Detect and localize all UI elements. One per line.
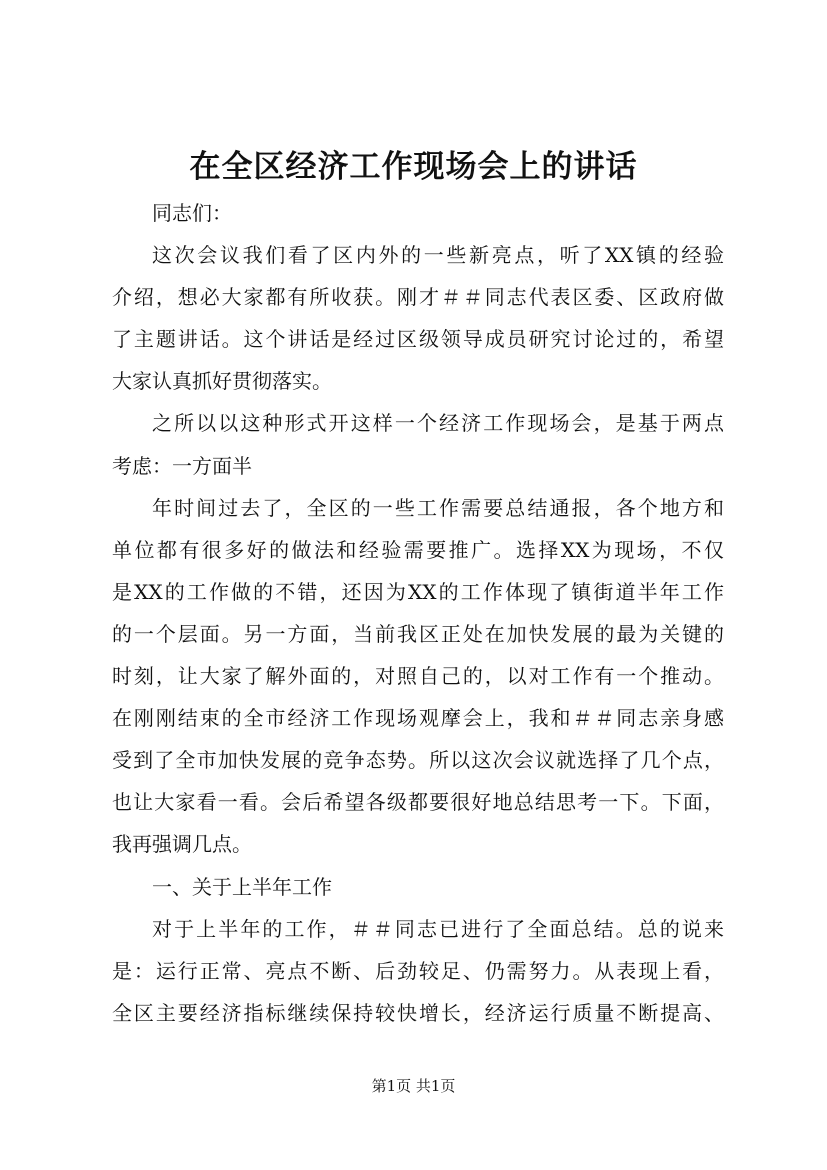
text-line: 受到了全市加快发展的竞争态势。所以这次会议就选择了几个点，	[112, 748, 724, 773]
text-line: 时刻，让大家了解外面的，对照自己的，以对工作有一个推动。	[112, 664, 724, 689]
text-line: 单位都有很多好的做法和经验需要推广。选择XX为现场，不仅	[112, 537, 724, 562]
text-line: 这次会议我们看了区内外的一些新亮点，听了XX镇的经验	[152, 243, 724, 268]
text-line: 也让大家看一看。会后希望各级都要很好地总结思考一下。下面，	[112, 790, 724, 815]
text-line: 了主题讲话。这个讲话是经过区级领导成员研究讨论过的，希望	[112, 327, 724, 352]
text-line: 同志们：	[152, 201, 232, 225]
text-line: 大家认真抓好贯彻落实。	[112, 369, 332, 394]
document-body	[112, 192, 724, 1034]
text-line: 介绍，想必大家都有所收获。刚才＃＃同志代表区委、区政府做	[112, 285, 724, 310]
text-line: 是：运行正常、亮点不断、后劲较足、仍需努力。从表现上看，	[112, 958, 724, 983]
text-line: 是XX的工作做的不错，还因为XX的工作体现了镇街道半年工作	[112, 579, 724, 604]
text-line: 考虑：一方面半	[112, 453, 252, 478]
text-line: 一、关于上半年工作	[152, 874, 332, 899]
document-title: 在全区经济工作现场会上的讲话	[189, 149, 638, 185]
text-line: 年时间过去了，全区的一些工作需要总结通报，各个地方和	[152, 495, 724, 520]
text-line: 之所以以这种形式开这样一个经济工作现场会，是基于两点	[152, 411, 724, 436]
text-line: 全区主要经济指标继续保持较快增长，经济运行质量不断提高、	[112, 1000, 724, 1025]
text-line: 在刚刚结束的全市经济工作现场观摩会上，我和＃＃同志亲身感	[112, 706, 724, 731]
page-footer: 第1页 共1页	[371, 1077, 456, 1095]
text-line: 对于上半年的工作，＃＃同志已进行了全面总结。总的说来	[152, 916, 724, 941]
text-line: 的一个层面。另一方面，当前我区正处在加快发展的最为关键的	[112, 621, 724, 646]
text-line: 我再强调几点。	[112, 832, 252, 857]
